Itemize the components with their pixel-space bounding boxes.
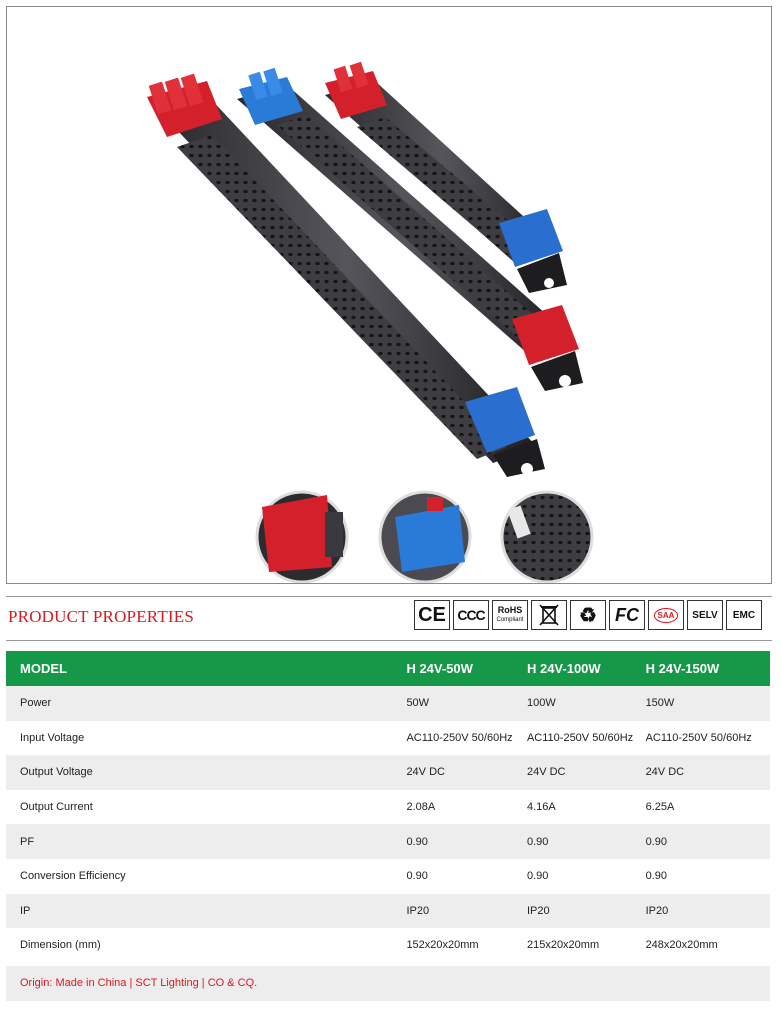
cell-150w: 0.90	[646, 824, 770, 859]
row-label: Dimension (mm)	[6, 928, 392, 963]
cell-100w: 0.90	[527, 824, 646, 859]
certification-strip	[414, 600, 762, 630]
cell-50w: 152x20x20mm	[392, 928, 527, 963]
blue-terminal-detail	[380, 492, 470, 582]
section-title: PRODUCT PROPERTIES	[8, 607, 195, 626]
cell-150w: 150W	[646, 686, 770, 721]
row-label: Output Current	[6, 790, 392, 825]
cell-100w: 4.16A	[527, 790, 646, 825]
spec-table	[6, 651, 770, 963]
cell-150w: AC110-250V 50/60Hz	[646, 721, 770, 756]
header-100w: H 24V-100W	[527, 651, 646, 686]
cell-150w: IP20	[646, 894, 770, 929]
origin-footer	[6, 966, 770, 1001]
table-row	[6, 755, 770, 790]
spec-table-header	[6, 651, 770, 686]
table-row	[6, 894, 770, 929]
cell-50w: 2.08A	[392, 790, 527, 825]
table-row	[6, 859, 770, 894]
saa-mark-icon: SAA	[648, 600, 684, 630]
row-label: Conversion Efficiency	[6, 859, 392, 894]
cell-150w: 6.25A	[646, 790, 770, 825]
cell-150w: 0.90	[646, 859, 770, 894]
origin-text: Origin: Made in China | SCT Lighting | CO & CQ.	[20, 977, 258, 989]
table-row	[6, 824, 770, 859]
cell-100w: IP20	[527, 894, 646, 929]
cell-100w: 100W	[527, 686, 646, 721]
product-photo-frame	[6, 6, 772, 584]
cell-50w: 0.90	[392, 824, 527, 859]
section-bottom-rule	[6, 640, 772, 641]
selv-mark-icon: SELV	[687, 600, 723, 630]
red-terminal-detail	[257, 492, 347, 582]
emc-mark-icon: EMC	[726, 600, 762, 630]
table-row	[6, 721, 770, 756]
cell-50w: IP20	[392, 894, 527, 929]
recycle-mark-icon: ♻	[570, 600, 606, 630]
ce-mark-icon: CE	[414, 600, 450, 630]
cell-100w: AC110-250V 50/60Hz	[527, 721, 646, 756]
fc-mark-icon: FC	[609, 600, 645, 630]
weee-mark-icon	[531, 600, 567, 630]
cell-50w: AC110-250V 50/60Hz	[392, 721, 527, 756]
cell-50w: 24V DC	[392, 755, 527, 790]
rohs-mark-icon: RoHS Compliant	[492, 600, 528, 630]
table-row	[6, 928, 770, 963]
header-model: MODEL	[6, 651, 392, 686]
row-label: Input Voltage	[6, 721, 392, 756]
ccc-mark-icon: CCC	[453, 600, 489, 630]
table-row	[6, 790, 770, 825]
row-label: Power	[6, 686, 392, 721]
row-label: PF	[6, 824, 392, 859]
cell-150w: 248x20x20mm	[646, 928, 770, 963]
cell-150w: 24V DC	[646, 755, 770, 790]
section-top-rule	[6, 596, 772, 597]
cell-100w: 24V DC	[527, 755, 646, 790]
cell-100w: 215x20x20mm	[527, 928, 646, 963]
vent-holes-detail	[502, 492, 592, 582]
header-150w: H 24V-150W	[646, 651, 770, 686]
row-label: IP	[6, 894, 392, 929]
cell-50w: 0.90	[392, 859, 527, 894]
row-label: Output Voltage	[6, 755, 392, 790]
cell-100w: 0.90	[527, 859, 646, 894]
cell-50w: 50W	[392, 686, 527, 721]
header-50w: H 24V-50W	[392, 651, 527, 686]
led-driver-photo	[7, 7, 771, 583]
table-row	[6, 686, 770, 721]
